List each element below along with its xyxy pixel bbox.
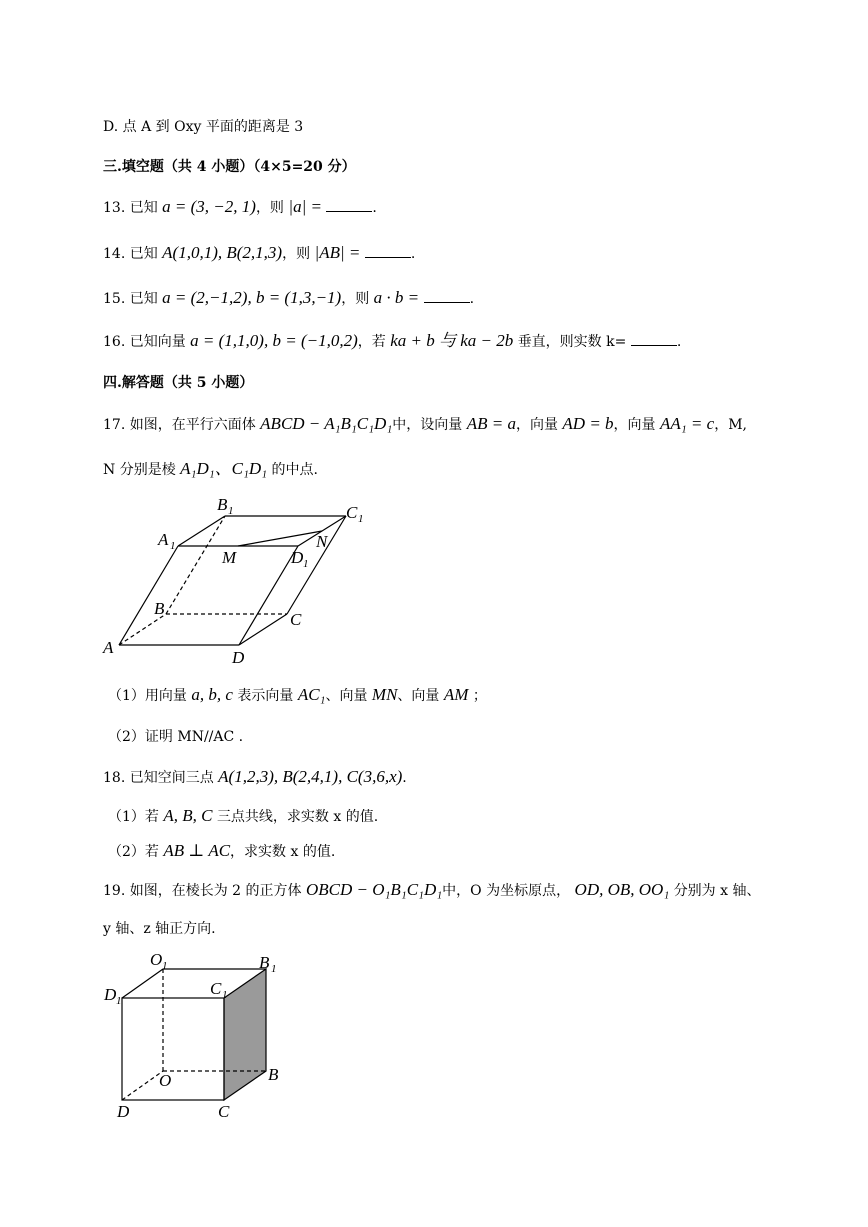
label-o: O (159, 1071, 172, 1090)
label-d: D (117, 1102, 130, 1121)
question-17-part1: （1）用向量 a, b, c 表示向量 AC₁、向量 MN、向量 AM ； (108, 685, 487, 704)
front-face (122, 998, 224, 1100)
parallelepiped-figure (100, 495, 380, 670)
label-c1-sub: 1 (222, 989, 228, 1001)
question-13: 13. 已知 a = (3, −2, 1)，则 |a| = . (103, 197, 377, 216)
edge-ab-hidden (119, 614, 166, 645)
section-4-heading: 四.解答题（共 5 小题） (103, 375, 254, 391)
label-c: C (290, 610, 302, 629)
edge-do-hidden (122, 1071, 163, 1100)
question-19-line2: y 轴、z 轴正方向. (103, 921, 216, 937)
question-16: 16. 已知向量 a = (1,1,0), b = (−1,0,2)，若 ka + b 与 ka − 2b 垂直，则实数 k= . (103, 331, 682, 350)
label-a1-sub: 1 (170, 540, 176, 552)
label-c1: C (210, 979, 222, 998)
label-n: N (316, 532, 328, 551)
edge-bb1-hidden (166, 516, 225, 614)
label-m: M (222, 548, 237, 567)
label-d1: D (291, 548, 304, 567)
answer-blank (365, 243, 411, 258)
question-18-part2: （2）若 AB ⊥ AC，求实数 x 的值. (108, 841, 336, 860)
label-b: B (268, 1065, 279, 1084)
option-d: D. 点 A 到 Oxy 平面的距离是 3 (103, 119, 304, 135)
shaded-face-cbb1c1 (224, 969, 266, 1100)
label-d1-sub: 1 (116, 995, 122, 1007)
question-17-part2: （2）证明 MN//AC . (108, 729, 244, 745)
edge-d1o1 (122, 969, 163, 998)
label-o1: O (150, 950, 163, 969)
answer-blank (424, 288, 470, 303)
label-d1-sub: 1 (303, 558, 309, 570)
question-14: 14. 已知 A(1,0,1), B(2,1,3)，则 |AB| = . (103, 243, 416, 262)
question-17: 17. 如图，在平行六面体 ABCD − A₁B₁C₁D₁中，设向量 AB = a，向量 AD = b，向量 AA₁ = c，M, (103, 414, 747, 433)
label-a1: A (158, 530, 169, 549)
label-b1-sub: 1 (228, 505, 234, 517)
label-d1: D (104, 985, 117, 1004)
edge-dd1 (239, 546, 298, 645)
label-b: B (154, 599, 165, 618)
question-18-part1: （1）若 A, B, C 三点共线，求实数 x 的值. (108, 806, 379, 825)
label-o1-sub: 1 (162, 960, 168, 972)
question-17-line2: N 分别是棱 A₁D₁、C₁D₁ 的中点. (103, 459, 318, 478)
label-c1: C (346, 503, 358, 522)
edge-aa1 (119, 546, 178, 645)
section-3-heading: 三.填空题（共 4 小题）（4×5=20 分） (103, 159, 356, 175)
label-a: A (103, 638, 114, 657)
label-b1: B (217, 495, 228, 514)
question-19: 19. 如图，在棱长为 2 的正方体 OBCD − O₁B₁C₁D₁中，O 为坐标原点， OD, OB, OO₁ 分别为 x 轴、 (103, 880, 761, 899)
label-c: C (218, 1102, 230, 1121)
label-d: D (232, 648, 245, 667)
label-c1-sub: 1 (358, 513, 364, 525)
label-b1: B (259, 953, 270, 972)
cube-figure (100, 950, 290, 1125)
answer-blank (631, 331, 677, 346)
edge-dc (239, 614, 287, 645)
answer-blank (326, 197, 372, 212)
label-b1-sub: 1 (271, 963, 277, 975)
question-18: 18. 已知空间三点 A(1,2,3), B(2,4,1), C(3,6,x). (103, 767, 407, 786)
edge-a1b1 (178, 516, 225, 546)
question-15: 15. 已知 a = (2,−1,2), b = (1,3,−1)，则 a · b = . (103, 288, 475, 307)
